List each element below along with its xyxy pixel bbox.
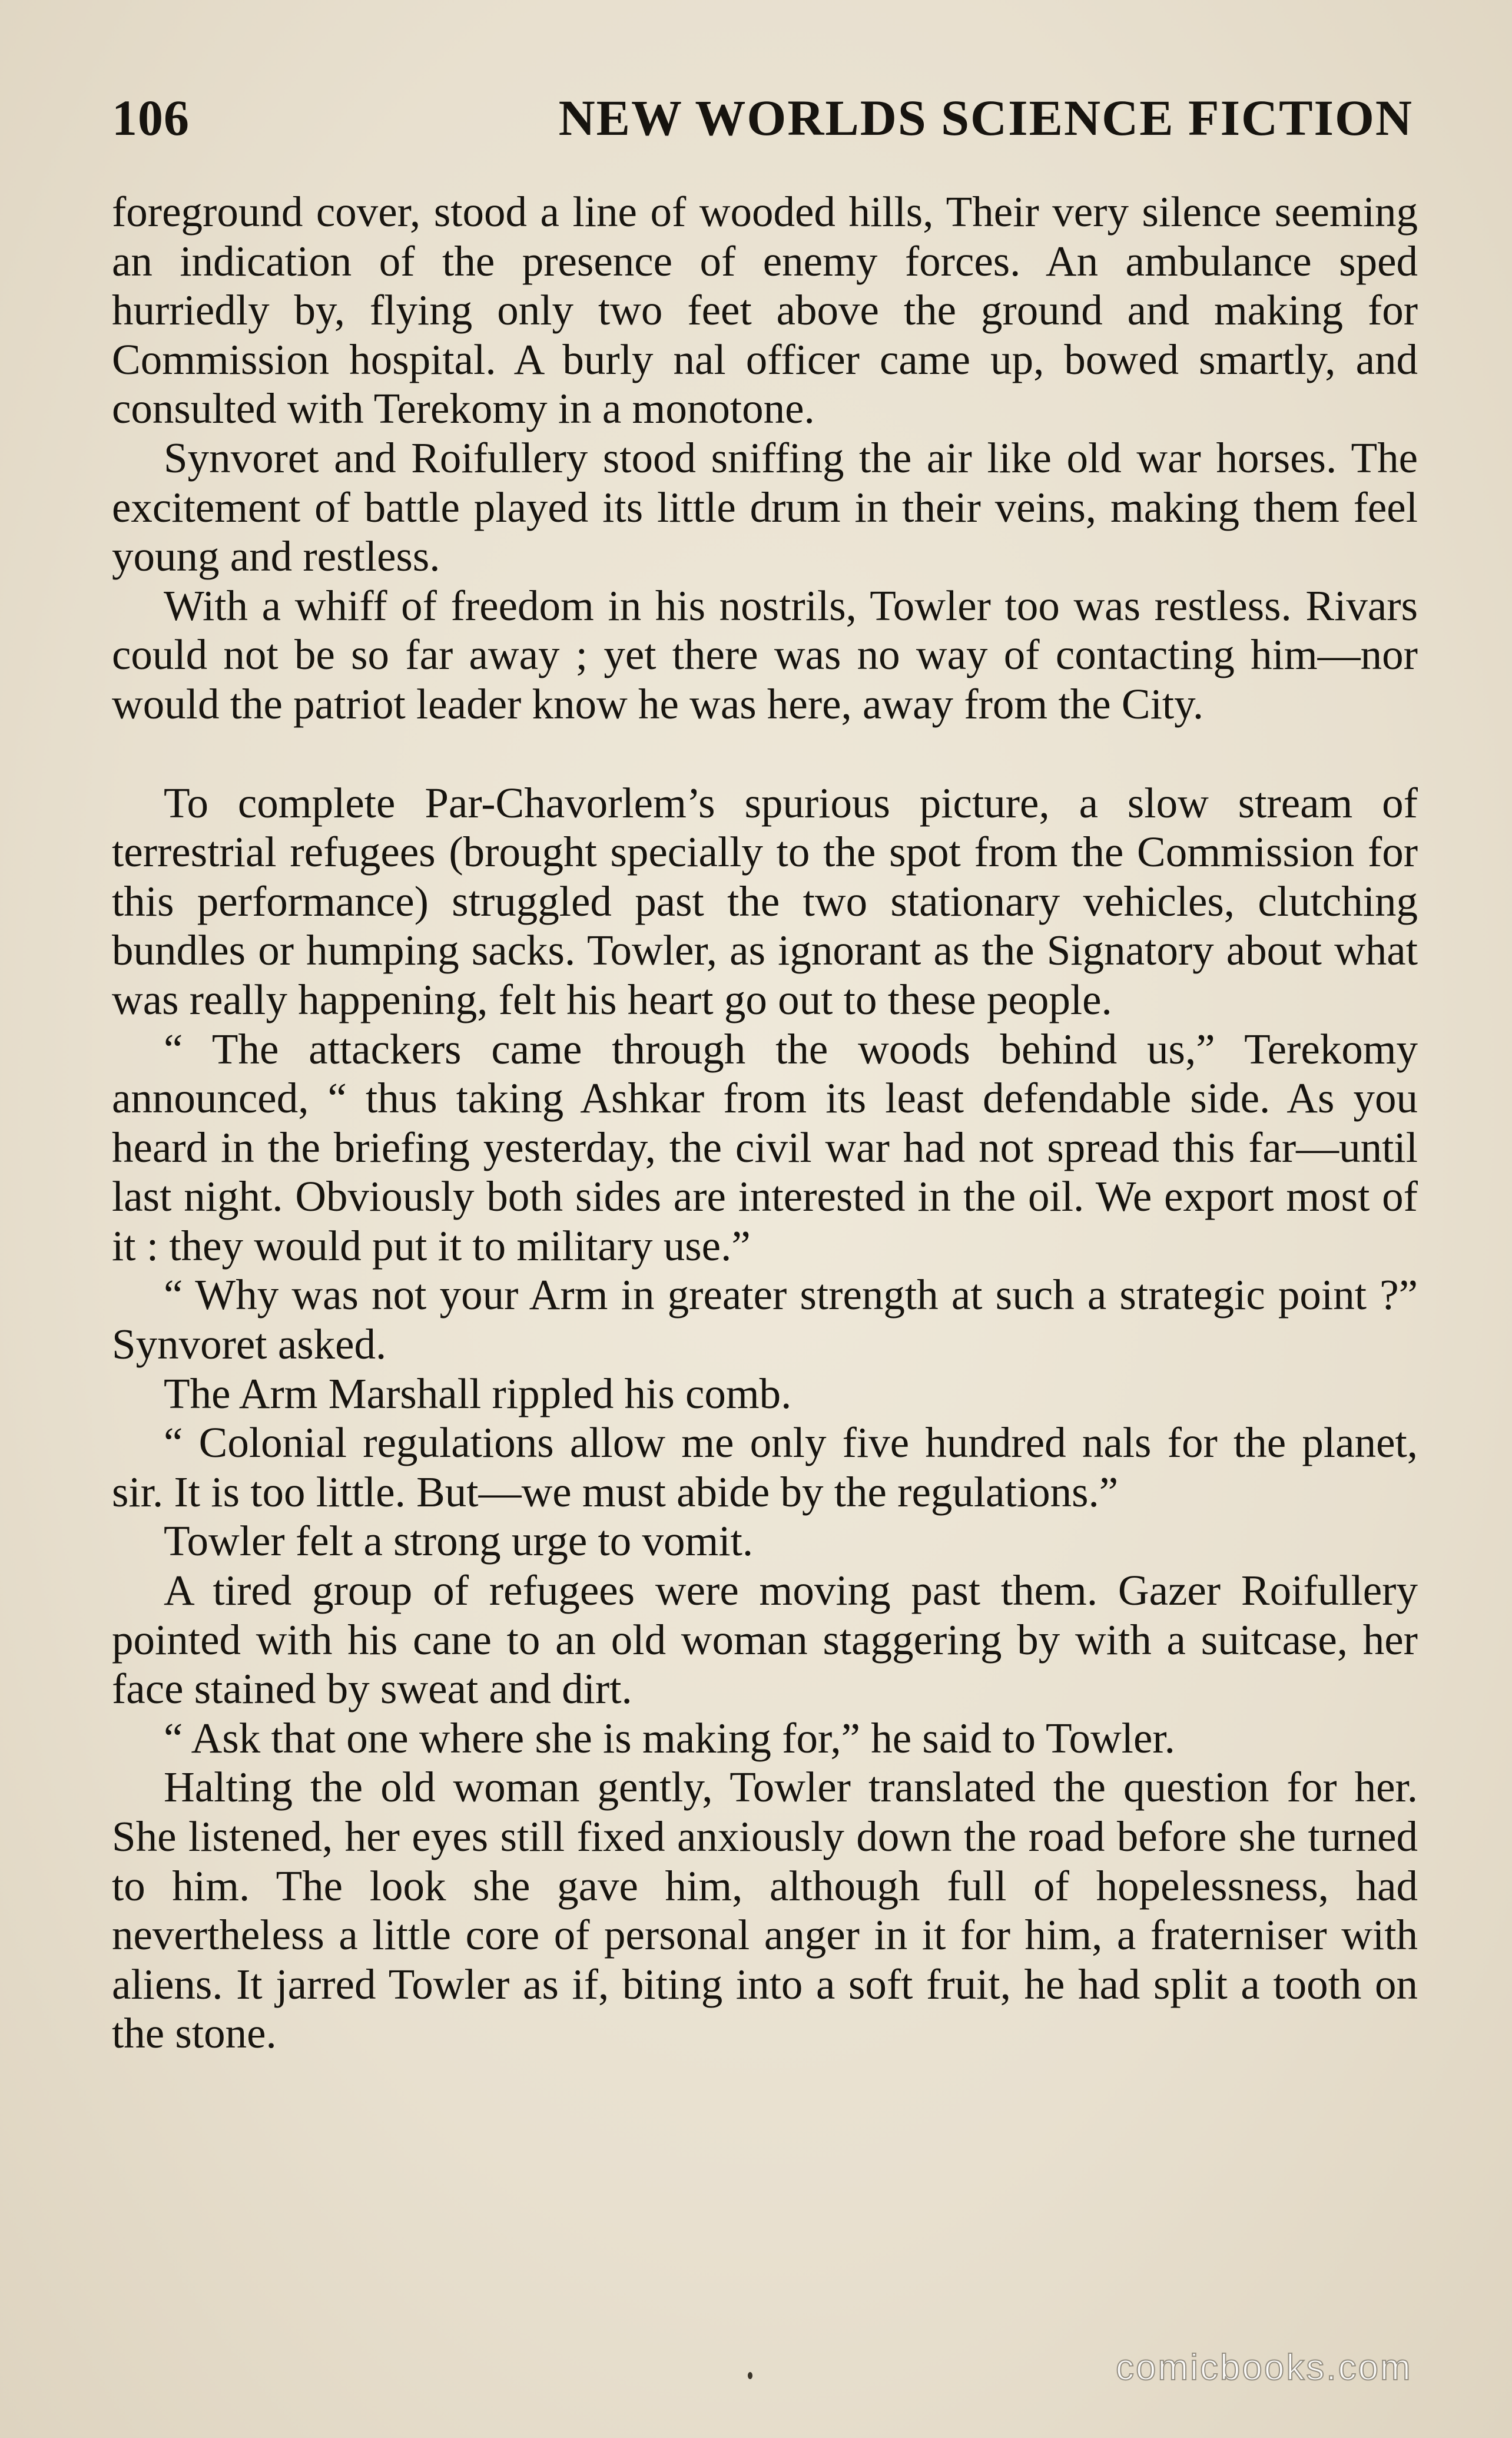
paragraph-11: “ Ask that one where she is making for,” he said to Towler. [164,1714,1175,1762]
paragraph-6: “ Why was not your Arm in greater strength at such a strategic point ?” Synvoret asked. [112,1271,1418,1369]
running-head: NEW WORLDS SCIENCE FICTION [558,90,1413,146]
section-break [112,729,1418,779]
paragraph-3: With a whiff of freedom in his nostrils, Towler too was restless. Rivars could not be so far away ; yet there was no way of contacting him—nor would the patriot leader know he was here, away from the City. [112,581,1418,728]
body-text [112,187,1418,2058]
paragraph-1: foreground cover, stood a line of wooded hills, Their very silence seeming an indication of the presence of enemy forces. An ambulance sped hurriedly by, flying only two feet above the ground and making for Commission hospital. A burly nal officer came up, bowed smartly, and consulted with Terekomy in a monotone. [112,188,1418,433]
paragraph-2: Synvoret and Roifullery stood sniffing the air like old war horses. The excitement of battle played its little drum in their veins, making them feel young and restless. [112,433,1418,581]
paragraph-10: A tired group of refugees were moving past them. Gazer Roifullery pointed with his cane to an old woman staggering by with a suitcase, her face stained by sweat and dirt. [112,1566,1418,1713]
paragraph-5: “ The attackers came through the woods behind us,” Terekomy announced, “ thus taking Ashkar from its least defendable side. As you heard in the briefing yesterday, the civil war had not spread this far—until last night. Obviously both sides are interested in the oil. We export most of it : they would put it to military use.” [112,1025,1418,1270]
paragraph-7: The Arm Marshall rippled his comb. [164,1369,792,1417]
watermark: comicbooks.com [1116,2347,1412,2388]
page-number: 106 [112,90,190,146]
page-header [112,88,1413,153]
paragraph-8: “ Colonial regulations allow me only five hundred nals for the planet, sir. It is too little. But—we must abide by the regulations.” [112,1419,1418,1516]
paragraph-4: To complete Par-Chavorlem’s spurious picture, a slow stream of terrestrial refugees (brought specially to the spot from the Commission for this performance) struggled past the two stationary vehicles, clutching bundles or humping sacks. Towler, as ignorant as the Signatory about what was really happening, felt his heart go out to these people. [112,779,1418,1023]
paragraph-9: Towler felt a strong urge to vomit. [164,1517,754,1565]
print-speck [748,2372,752,2379]
paragraph-12: Halting the old woman gently, Towler translated the question for her. She listened, her eyes still fixed anxiously down the road before she turned to him. The look she gave him, although full of hopelessness, had nevertheless a little core of personal anger in it for him, a fraterniser with aliens. It jarred Towler as if, biting into a soft fruit, he had split a tooth on the stone. [112,1763,1418,2058]
